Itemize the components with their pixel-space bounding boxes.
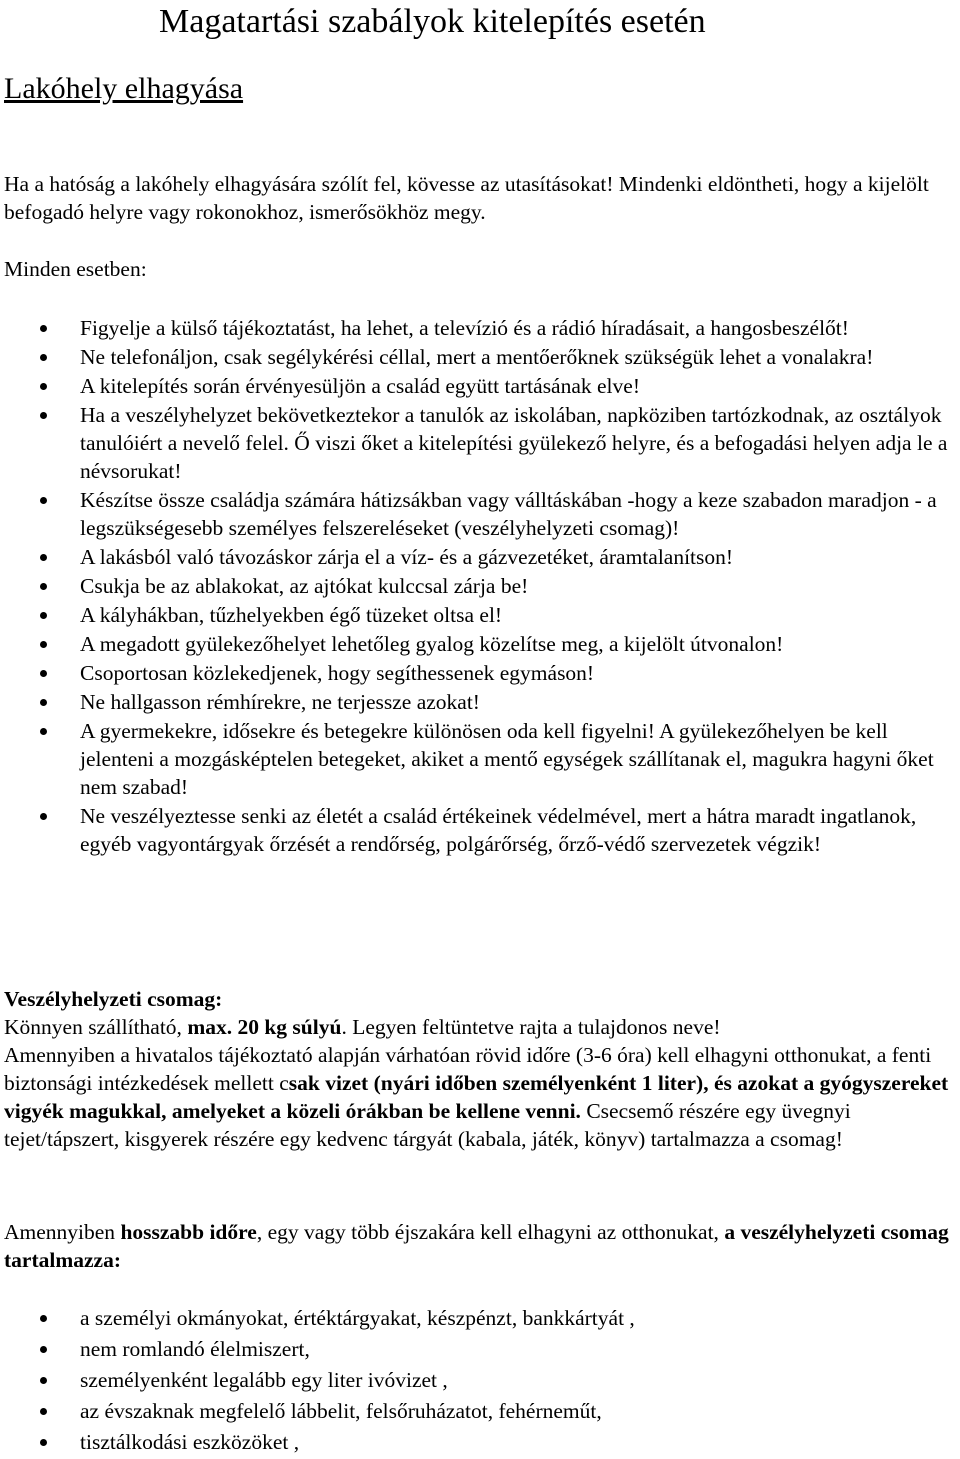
list-item: A lakásból való távozáskor zárja el a víz- és a gázvezetéket, áramtalanítson! bbox=[0, 543, 960, 571]
minden-esetben-heading: Minden esetben: bbox=[4, 257, 147, 281]
bold-text: hosszabb időre bbox=[120, 1220, 257, 1244]
list-item: A megadott gyülekezőhelyet lehetőleg gyalog közelítse meg, a kijelölt útvonalon! bbox=[0, 630, 960, 658]
text-span: Amennyiben bbox=[4, 1220, 121, 1244]
csomag-heading: Veszélyhelyzeti csomag: bbox=[4, 987, 223, 1011]
list-item: Készítse össze családja számára hátizsákban vagy válltáskában -hogy a keze szabadon maradjon - a legszükségesebb személyes felszereléseket (veszélyhelyzeti csomag)! bbox=[0, 486, 960, 542]
section-heading: Lakóhely elhagyása bbox=[4, 72, 244, 105]
text-span: . Legyen feltüntetve rajta a tulajdonos neve! bbox=[341, 1015, 721, 1039]
list-item: Ha a veszélyhelyzet bekövetkeztekor a tanulók az iskolában, napköziben tartózkodnak, az osztályok tanulóiért a nevelő felel. Ő viszi őket a kitelepítési gyülekező helyre, és a befogadási helyen adja le a névsorukat! bbox=[0, 401, 960, 485]
text-span: , egy vagy több éjszakára kell elhagyni az otthonukat, bbox=[256, 1220, 725, 1244]
csomag-section bbox=[4, 1013, 956, 1153]
list-item: személyenként legalább egy liter ivóvizet , bbox=[0, 1366, 960, 1394]
list-item: Figyelje a külső tájékoztatást, ha lehet, a televízió és a rádió híradásait, a hangosbeszélőt! bbox=[0, 314, 960, 342]
bold-text: max. 20 kg súlyú bbox=[187, 1015, 342, 1039]
text-span: Könnyen szállítható, bbox=[4, 1015, 188, 1039]
list-item: A gyermekekre, idősekre és betegekre különösen oda kell figyelni! A gyülekezőhelyen be kell jelenteni a mozgásképtelen betegeket, akiket a mentő egységek szállítanak el, magukra hagyni őket nem szabad! bbox=[0, 717, 960, 801]
page-title: Magatartási szabályok kitelepítés esetén bbox=[159, 3, 706, 40]
bold-text: sak vizet (nyári időben személyenként 1 liter), és azokat a gyógyszereket vigyék magukkal, amelyeket a közeli órákban be kellene venni. bbox=[4, 1071, 949, 1123]
csomag-size-paragraph bbox=[4, 1013, 956, 1041]
list-item: Ne telefonáljon, csak segélykérési céllal, mert a mentőerőknek szükségük lehet a vonalakra! bbox=[0, 343, 960, 371]
list-item: Csoportosan közlekedjenek, hogy segíthessenek egymáson! bbox=[0, 659, 960, 687]
text-span: Amennyiben a hivatalos tájékoztató alapján várhatóan rövid időre (3-6 óra) kell elhagyni otthonukat, a fenti biztonsági intézkedések mellett c bbox=[4, 1043, 932, 1095]
bold-text: a veszélyhelyzeti csomag tartalmazza: bbox=[4, 1220, 949, 1272]
list-item: a személyi okmányokat, értéktárgyakat, készpénzt, bankkártyát , bbox=[0, 1304, 960, 1332]
intro-paragraph: Ha a hatóság a lakóhely elhagyására szólít fel, kövesse az utasításokat! Mindenki eldöntheti, hogy a kijelölt befogadó helyre vagy rokonokhoz, ismerősökhöz megy. bbox=[4, 172, 929, 224]
text-span: Csecsemő részére egy üvegnyi tejet/tápszert, kisgyerek részére egy kedvenc tárgyát (kabala, játék, könyv) tartalmazza a csomag! bbox=[4, 1099, 851, 1151]
csomag-content-paragraph bbox=[4, 1041, 956, 1153]
list-item: Ne veszélyeztesse senki az életét a család értékeinek védelmével, mert a hátra maradt ingatlanok, egyéb vagyontárgyak őrzését a rendőrség, polgárőrség, őrző-védő szervezetek végzik! bbox=[0, 802, 960, 858]
hosszabb-paragraph bbox=[4, 1218, 956, 1274]
list-item: A kitelepítés során érvényesüljön a család együtt tartásának elve! bbox=[0, 372, 960, 400]
package-items-list bbox=[0, 1304, 960, 1459]
rules-list bbox=[0, 314, 960, 859]
list-item: A kályhákban, tűzhelyekben égő tüzeket oltsa el! bbox=[0, 601, 960, 629]
list-item: Ne hallgasson rémhírekre, ne terjessze azokat! bbox=[0, 688, 960, 716]
list-item: tisztálkodási eszközöket , bbox=[0, 1428, 960, 1456]
list-item: Csukja be az ablakokat, az ajtókat kulccsal zárja be! bbox=[0, 572, 960, 600]
list-item: az évszaknak megfelelő lábbelit, felsőruházatot, fehérneműt, bbox=[0, 1397, 960, 1425]
list-item: nem romlandó élelmiszert, bbox=[0, 1335, 960, 1363]
